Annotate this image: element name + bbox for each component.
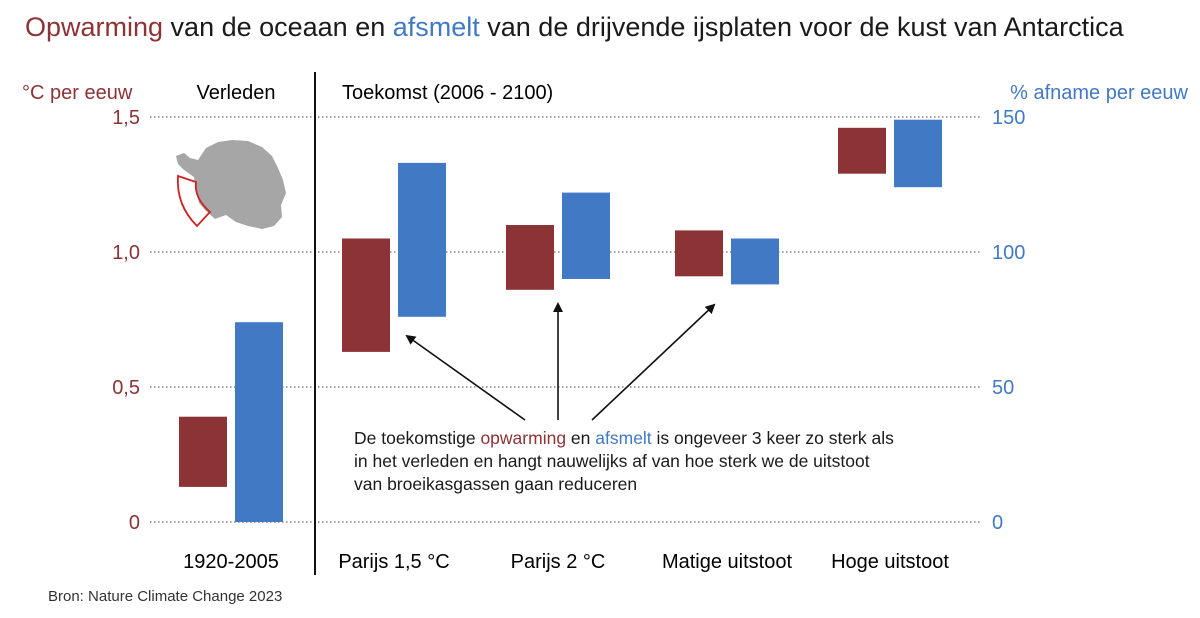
- annotation-segment: en: [566, 428, 596, 448]
- annotation-segment: van broeikasgassen gaan reduceren: [354, 474, 638, 494]
- annotation-segment: in het verleden en hangt nauwelijks af van hoe sterk we de uitstoot: [354, 451, 870, 471]
- annotation-arrows: [407, 304, 714, 420]
- category-label: 1920-2005: [183, 551, 279, 573]
- right-tick-label: 50: [992, 377, 1015, 399]
- annotation-segment: opwarming: [480, 428, 567, 448]
- right-ticks: [992, 107, 1025, 534]
- title-part-0: Opwarming: [25, 12, 164, 42]
- left-axis-label: °C per eeuw: [22, 82, 133, 104]
- annotation-text: [354, 428, 894, 494]
- bar-opwarming: [838, 128, 886, 174]
- arrow-matige-uitstoot: [592, 305, 714, 420]
- left-tick-label: 1,5: [112, 107, 140, 129]
- title-part-1: van de oceaan en: [163, 12, 393, 42]
- left-ticks: [112, 107, 140, 534]
- right-tick-label: 150: [992, 107, 1026, 129]
- antarctica-landmass: [176, 140, 286, 229]
- right-tick-label: 100: [992, 242, 1026, 264]
- title-part-2: afsmelt: [392, 12, 480, 42]
- bar-opwarming: [675, 230, 723, 276]
- bar-opwarming: [342, 239, 390, 352]
- right-tick-label: 0: [992, 512, 1004, 534]
- bar-afsmelt: [235, 322, 283, 522]
- period-label-past: Verleden: [196, 82, 276, 104]
- period-label-future: Toekomst (2006 - 2100): [342, 82, 554, 104]
- source-note: Bron: Nature Climate Change 2023: [48, 588, 283, 605]
- bar-afsmelt: [731, 239, 779, 285]
- bar-afsmelt: [562, 193, 610, 279]
- left-tick-label: 1,0: [112, 242, 140, 264]
- arrow-parijs-1-5: [407, 336, 525, 420]
- bar-opwarming: [506, 225, 554, 290]
- bar-afsmelt: [894, 120, 942, 188]
- category-label: Hoge uitstoot: [831, 551, 949, 573]
- chart-title: [25, 12, 1125, 42]
- antarctica-map-icon: [176, 140, 286, 229]
- annotation-segment: is ongeveer 3 keer zo sterk als: [651, 428, 894, 448]
- right-axis-label: % afname per eeuw: [1010, 82, 1188, 104]
- category-label: Parijs 2 °C: [510, 551, 606, 573]
- annotation-segment: afsmelt: [595, 428, 652, 448]
- bar-afsmelt: [398, 163, 446, 317]
- left-tick-label: 0: [128, 512, 140, 534]
- category-label: Parijs 1,5 °C: [338, 551, 450, 573]
- bar-opwarming: [179, 417, 227, 487]
- category-labels: [183, 551, 949, 573]
- category-label: Matige uitstoot: [661, 551, 793, 573]
- left-tick-label: 0,5: [112, 377, 140, 399]
- title-part-3: van de drijvende ijsplaten voor de kust van Antarctica: [479, 12, 1124, 42]
- annotation-segment: De toekomstige: [354, 428, 481, 448]
